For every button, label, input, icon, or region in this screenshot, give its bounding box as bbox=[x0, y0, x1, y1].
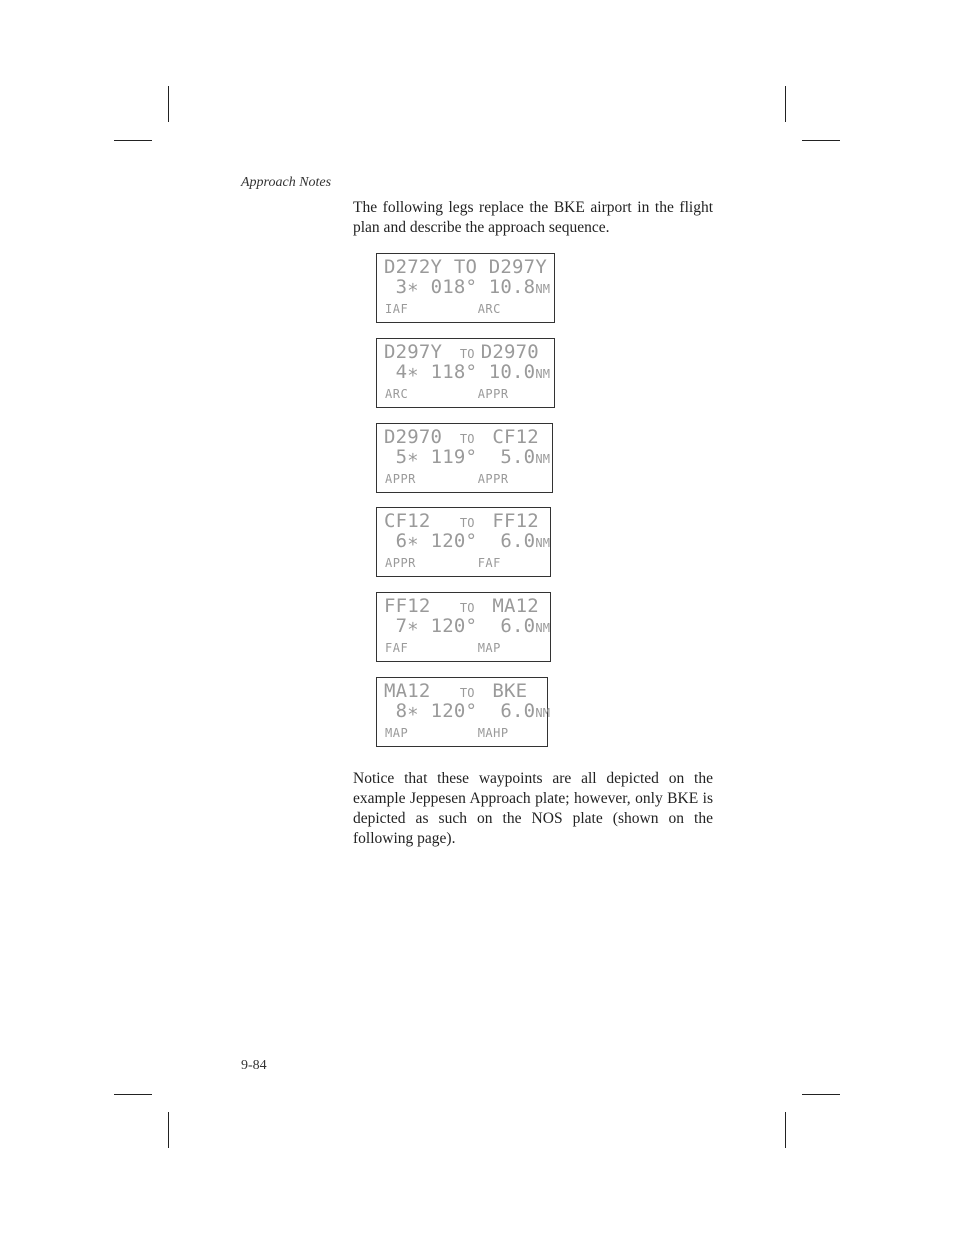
lcd-distance: 6.0 bbox=[488, 700, 536, 722]
lcd-to-type: FAF bbox=[477, 556, 501, 570]
lcd-leg-line bbox=[384, 531, 550, 553]
lcd-to-word: TO bbox=[459, 686, 475, 700]
lcd-to-type: ARC bbox=[477, 302, 501, 316]
lcd-to-waypoint: D297Y bbox=[477, 256, 547, 278]
lcd-leg-number: 6∗ bbox=[384, 530, 431, 552]
lcd-to-waypoint: FF12 bbox=[480, 510, 539, 532]
lcd-distance-unit: NM bbox=[535, 367, 551, 381]
lcd-leg-line bbox=[384, 277, 550, 299]
lcd-leg-number: 3∗ bbox=[384, 276, 431, 298]
lcd-course: 120° bbox=[430, 700, 489, 722]
lcd-distance: 6.0 bbox=[488, 530, 536, 552]
closing-paragraph: Notice that these waypoints are all depicted on the example Jeppesen Approach plate; however, only BKE is depicted as such on the NOS plate (shown on the following page). bbox=[353, 770, 713, 847]
lcd-course: 119° bbox=[430, 446, 489, 468]
lcd-leg-line bbox=[384, 701, 550, 723]
lcd-from-waypoint: MA12 bbox=[384, 680, 454, 702]
lcd-screen bbox=[376, 338, 555, 408]
lcd-screen bbox=[376, 253, 555, 323]
lcd-to-waypoint: D2970 bbox=[480, 341, 539, 363]
lcd-to-word: TO bbox=[453, 256, 478, 278]
lcd-type-line bbox=[385, 302, 501, 316]
lcd-leg-number: 4∗ bbox=[384, 361, 431, 383]
lcd-course: 118° bbox=[430, 361, 489, 383]
lcd-from-type: ARC bbox=[385, 387, 478, 401]
lcd-distance: 10.8 bbox=[488, 276, 536, 298]
lcd-distance-unit: NM bbox=[535, 706, 551, 720]
page-number: 9-84 bbox=[241, 1058, 267, 1073]
lcd-course: 018° bbox=[430, 276, 489, 298]
lcd-type-line bbox=[385, 641, 501, 655]
lcd-to-word: TO bbox=[459, 601, 475, 615]
intro-paragraph: The following legs replace the BKE airport in the flight plan and describe the approach sequence. bbox=[353, 199, 713, 236]
lcd-to-word: TO bbox=[459, 516, 475, 530]
lcd-leg-number: 7∗ bbox=[384, 615, 431, 637]
lcd-to-waypoint: CF12 bbox=[480, 426, 539, 448]
lcd-to-type: APPR bbox=[477, 387, 509, 401]
lcd-screen bbox=[376, 423, 553, 493]
crop-mark-top-left-horizontal bbox=[114, 140, 152, 141]
lcd-from-type: APPR bbox=[385, 556, 478, 570]
lcd-from-waypoint: D272Y bbox=[384, 256, 454, 278]
lcd-distance-unit: NM bbox=[535, 536, 551, 550]
lcd-screen bbox=[376, 507, 551, 577]
crop-mark-top-right-vertical bbox=[785, 86, 786, 122]
lcd-distance-unit: NM bbox=[535, 452, 551, 466]
lcd-screen bbox=[376, 592, 551, 662]
lcd-from-type: IAF bbox=[385, 302, 478, 316]
lcd-leg-line bbox=[384, 616, 550, 638]
lcd-leg-line bbox=[384, 447, 550, 469]
lcd-to-waypoint: MA12 bbox=[480, 595, 539, 617]
lcd-to-word: TO bbox=[459, 347, 475, 361]
lcd-route-line bbox=[384, 257, 547, 277]
lcd-type-line bbox=[385, 387, 509, 401]
lcd-to-type: APPR bbox=[477, 472, 509, 486]
crop-mark-bottom-left-horizontal bbox=[114, 1094, 152, 1095]
crop-mark-bottom-left-vertical bbox=[168, 1112, 169, 1148]
lcd-to-type: MAHP bbox=[477, 726, 509, 740]
lcd-leg-number: 8∗ bbox=[384, 700, 431, 722]
lcd-to-type: MAP bbox=[477, 641, 501, 655]
lcd-from-waypoint: D2970 bbox=[384, 426, 454, 448]
lcd-distance: 5.0 bbox=[488, 446, 536, 468]
lcd-leg-number: 5∗ bbox=[384, 446, 431, 468]
lcd-distance: 6.0 bbox=[488, 615, 536, 637]
lcd-distance-unit: NM bbox=[535, 282, 551, 296]
lcd-type-line bbox=[385, 556, 501, 570]
lcd-from-type: MAP bbox=[385, 726, 478, 740]
crop-mark-bottom-right-horizontal bbox=[802, 1094, 840, 1095]
lcd-from-waypoint: FF12 bbox=[384, 595, 454, 617]
lcd-from-waypoint: D297Y bbox=[384, 341, 454, 363]
lcd-type-line bbox=[385, 726, 509, 740]
lcd-course: 120° bbox=[430, 615, 489, 637]
running-head: Approach Notes bbox=[241, 175, 332, 190]
lcd-leg-line bbox=[384, 362, 550, 384]
lcd-from-waypoint: CF12 bbox=[384, 510, 454, 532]
lcd-from-type: APPR bbox=[385, 472, 478, 486]
lcd-screen bbox=[376, 677, 551, 747]
lcd-to-waypoint: BKE bbox=[480, 680, 528, 702]
crop-mark-bottom-right-vertical bbox=[785, 1112, 786, 1148]
crop-mark-top-right-horizontal bbox=[802, 140, 840, 141]
lcd-distance-unit: NM bbox=[535, 621, 551, 635]
lcd-distance: 10.0 bbox=[488, 361, 536, 383]
lcd-from-type: FAF bbox=[385, 641, 478, 655]
lcd-course: 120° bbox=[430, 530, 489, 552]
crop-mark-top-left-vertical bbox=[168, 86, 169, 122]
lcd-type-line bbox=[385, 472, 509, 486]
lcd-to-word: TO bbox=[459, 432, 475, 446]
